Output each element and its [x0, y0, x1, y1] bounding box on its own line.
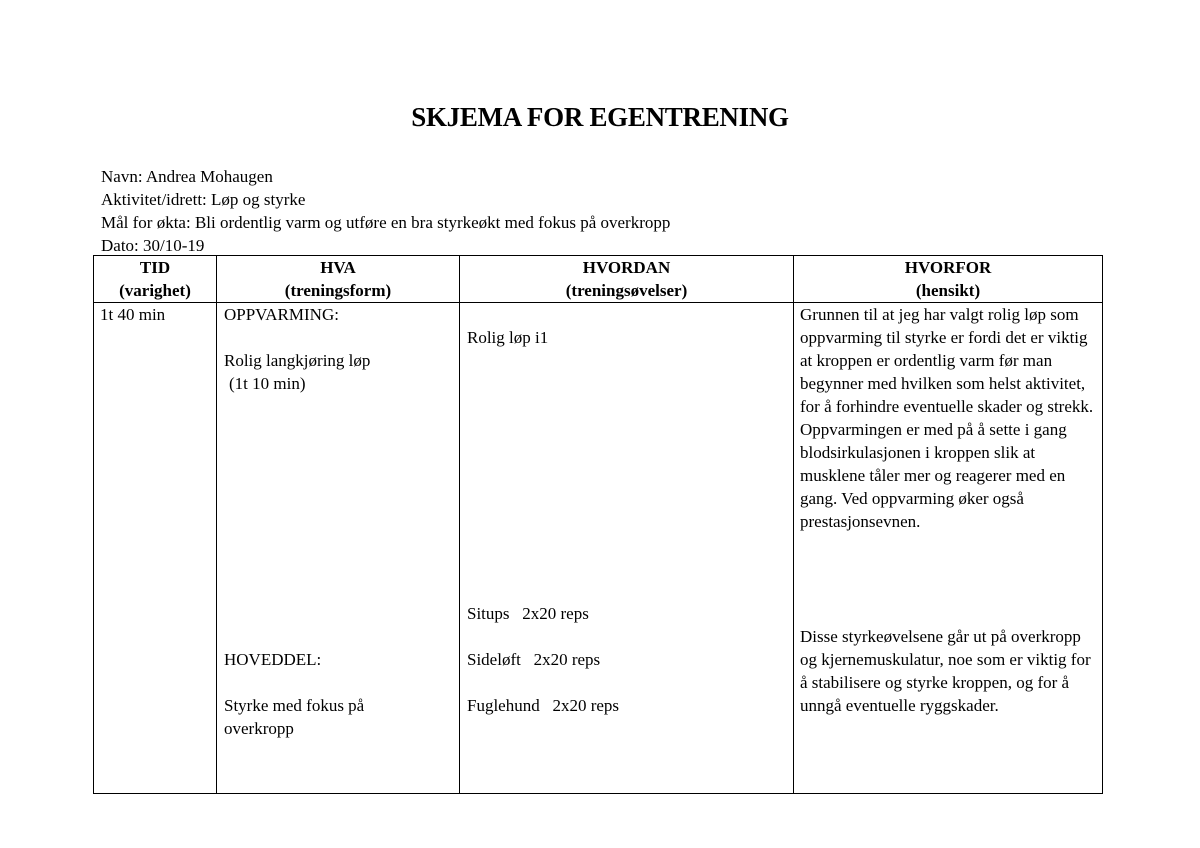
header-hva-sub: (treningsform): [284, 281, 392, 300]
header-hvorfor-sub: (hensikt): [915, 281, 981, 300]
hva-rolig: Rolig langkjøring løp: [224, 351, 371, 370]
header-hva-title: HVA: [320, 258, 356, 277]
hva-hoveddel: HOVEDDEL:: [224, 650, 322, 669]
hva-oppvarming: OPPVARMING:: [224, 305, 339, 324]
cell-hvordan: [460, 303, 794, 794]
hvordan-fuglehund: Fuglehund 2x20 reps: [467, 696, 620, 715]
hva-rolig-tid: (1t 10 min): [229, 374, 306, 393]
tid-value: 1t 40 min: [100, 305, 166, 324]
meta-aktivitet: Aktivitet/idrett: Løp og styrke: [101, 190, 306, 209]
training-table: [93, 255, 1103, 794]
header-hvordan-sub: (treningsøvelser): [565, 281, 688, 300]
meta-info: [101, 165, 670, 257]
meta-dato: Dato: 30/10-19: [101, 236, 205, 255]
hvordan-sideloft: Sideløft 2x20 reps: [467, 650, 601, 669]
hvorfor-paragraph-2: Disse styrkeøvelsene går ut på overkropp og kjernemuskulatur, noe som er viktig for å stabilisere og styrke kroppen, og for å unngå eventuelle ryggskader.: [800, 627, 1091, 715]
document-title: SKJEMA FOR EGENTRENING: [411, 102, 789, 132]
hvordan-situps: Situps 2x20 reps: [467, 604, 589, 623]
hvordan-rolig: Rolig løp i1: [467, 328, 549, 347]
header-hvordan: [460, 256, 794, 303]
cell-hvorfor: [794, 303, 1103, 794]
header-tid: [94, 256, 217, 303]
hva-styrke-line1: Styrke med fokus på: [224, 696, 365, 715]
hva-styrke-line2: overkropp: [224, 719, 294, 738]
header-hvorfor-title: HVORFOR: [904, 258, 992, 277]
meta-maal: Mål for økta: Bli ordentlig varm og utføre en bra styrkeøkt med fokus på overkropp: [101, 213, 671, 232]
table-row: [94, 303, 1103, 794]
header-tid-title: TID: [139, 258, 171, 277]
cell-hva: [217, 303, 460, 794]
header-hvordan-title: HVORDAN: [582, 258, 671, 277]
header-tid-sub: (varighet): [119, 281, 191, 300]
hvorfor-paragraph-1: Grunnen til at jeg har valgt rolig løp som oppvarming til styrke er fordi det er viktig at kroppen er ordentlig varm før man begynner med hvilken som helst aktivitet, for å forhindre eventuelle skader og strekk. Oppvarmingen er med på å sette i gang blodsirkulasjonen i kroppen slik at musklene tåler mer og reagerer med en gang. Ved oppvarming øker også prestasjonsevnen.: [800, 305, 1094, 531]
cell-tid: [94, 303, 217, 794]
meta-navn: Navn: Andrea Mohaugen: [101, 167, 273, 186]
header-hvorfor: [794, 256, 1103, 303]
header-hva: [217, 256, 460, 303]
header-row: [94, 256, 1103, 303]
